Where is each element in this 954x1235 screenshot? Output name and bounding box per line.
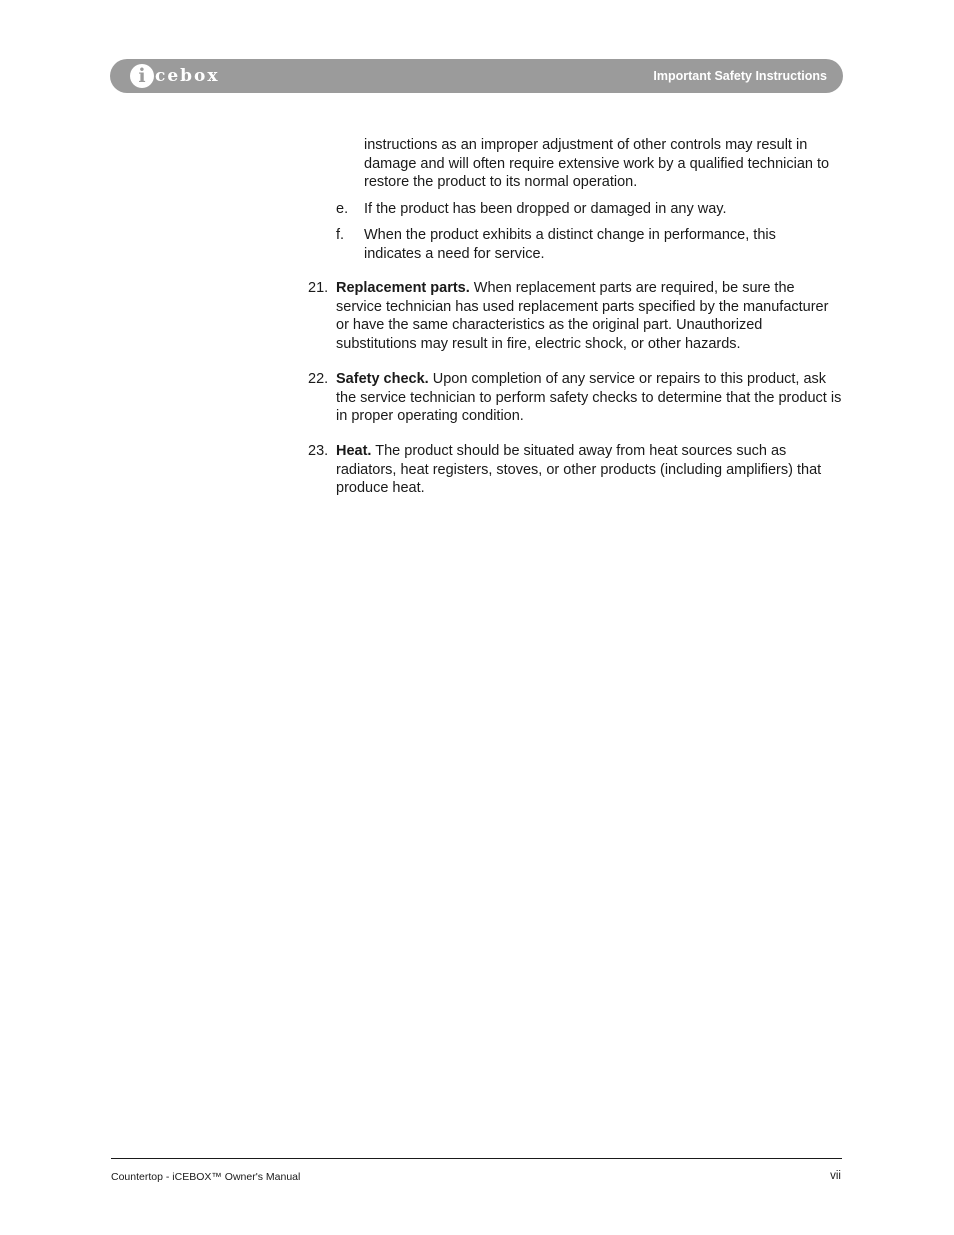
item-title: Heat. [336, 443, 372, 459]
item-number: 23. [308, 443, 329, 459]
item-description: When replacement parts are required, be sure the service technician has used replacement parts specified by the manufacturer or have the same characteristics as the original part. Unauthorized substitutions may result in fire, electric shock, or other hazards. [336, 280, 829, 352]
sub-item-text: If the product has been dropped or damaged in any way. [364, 201, 727, 217]
footer-divider [111, 1158, 842, 1159]
item-title: Safety check. [336, 371, 429, 387]
item-text [336, 442, 834, 498]
icebox-logo [130, 63, 220, 89]
footer-manual-title: Countertop - iCEBOX™ Owner's Manual [111, 1171, 301, 1183]
logo-wordmark: cebox [155, 66, 220, 86]
item-description: Upon completion of any service or repairs to this product, ask the service technician to perform safety checks to determine that the product is in proper operating condition. [336, 371, 842, 425]
item-description: The product should be situated away from heat sources such as radiators, heat registers, stoves, or other products (including amplifiers) that produce heat. [336, 443, 822, 497]
item-number: 21. [308, 280, 329, 296]
item-number: 22. [308, 371, 329, 387]
section-title: Important Safety Instructions [653, 69, 827, 83]
sub-item-text: When the product exhibits a distinct change in performance, this indicates a need for service. [364, 227, 776, 262]
sub-item-marker: e. [336, 201, 349, 217]
logo-initial: i [130, 64, 154, 88]
item-text [336, 279, 842, 353]
header-bar [110, 59, 843, 93]
page-number: vii [830, 1170, 841, 1182]
item-text [336, 370, 842, 426]
continuation-paragraph: instructions as an improper adjustment of other controls may result in damage and will often require extensive work by a qualified technician to restore the product to its normal operation. [364, 137, 830, 191]
sub-item-marker: f. [336, 227, 345, 243]
item-title: Replacement parts. [336, 280, 470, 296]
